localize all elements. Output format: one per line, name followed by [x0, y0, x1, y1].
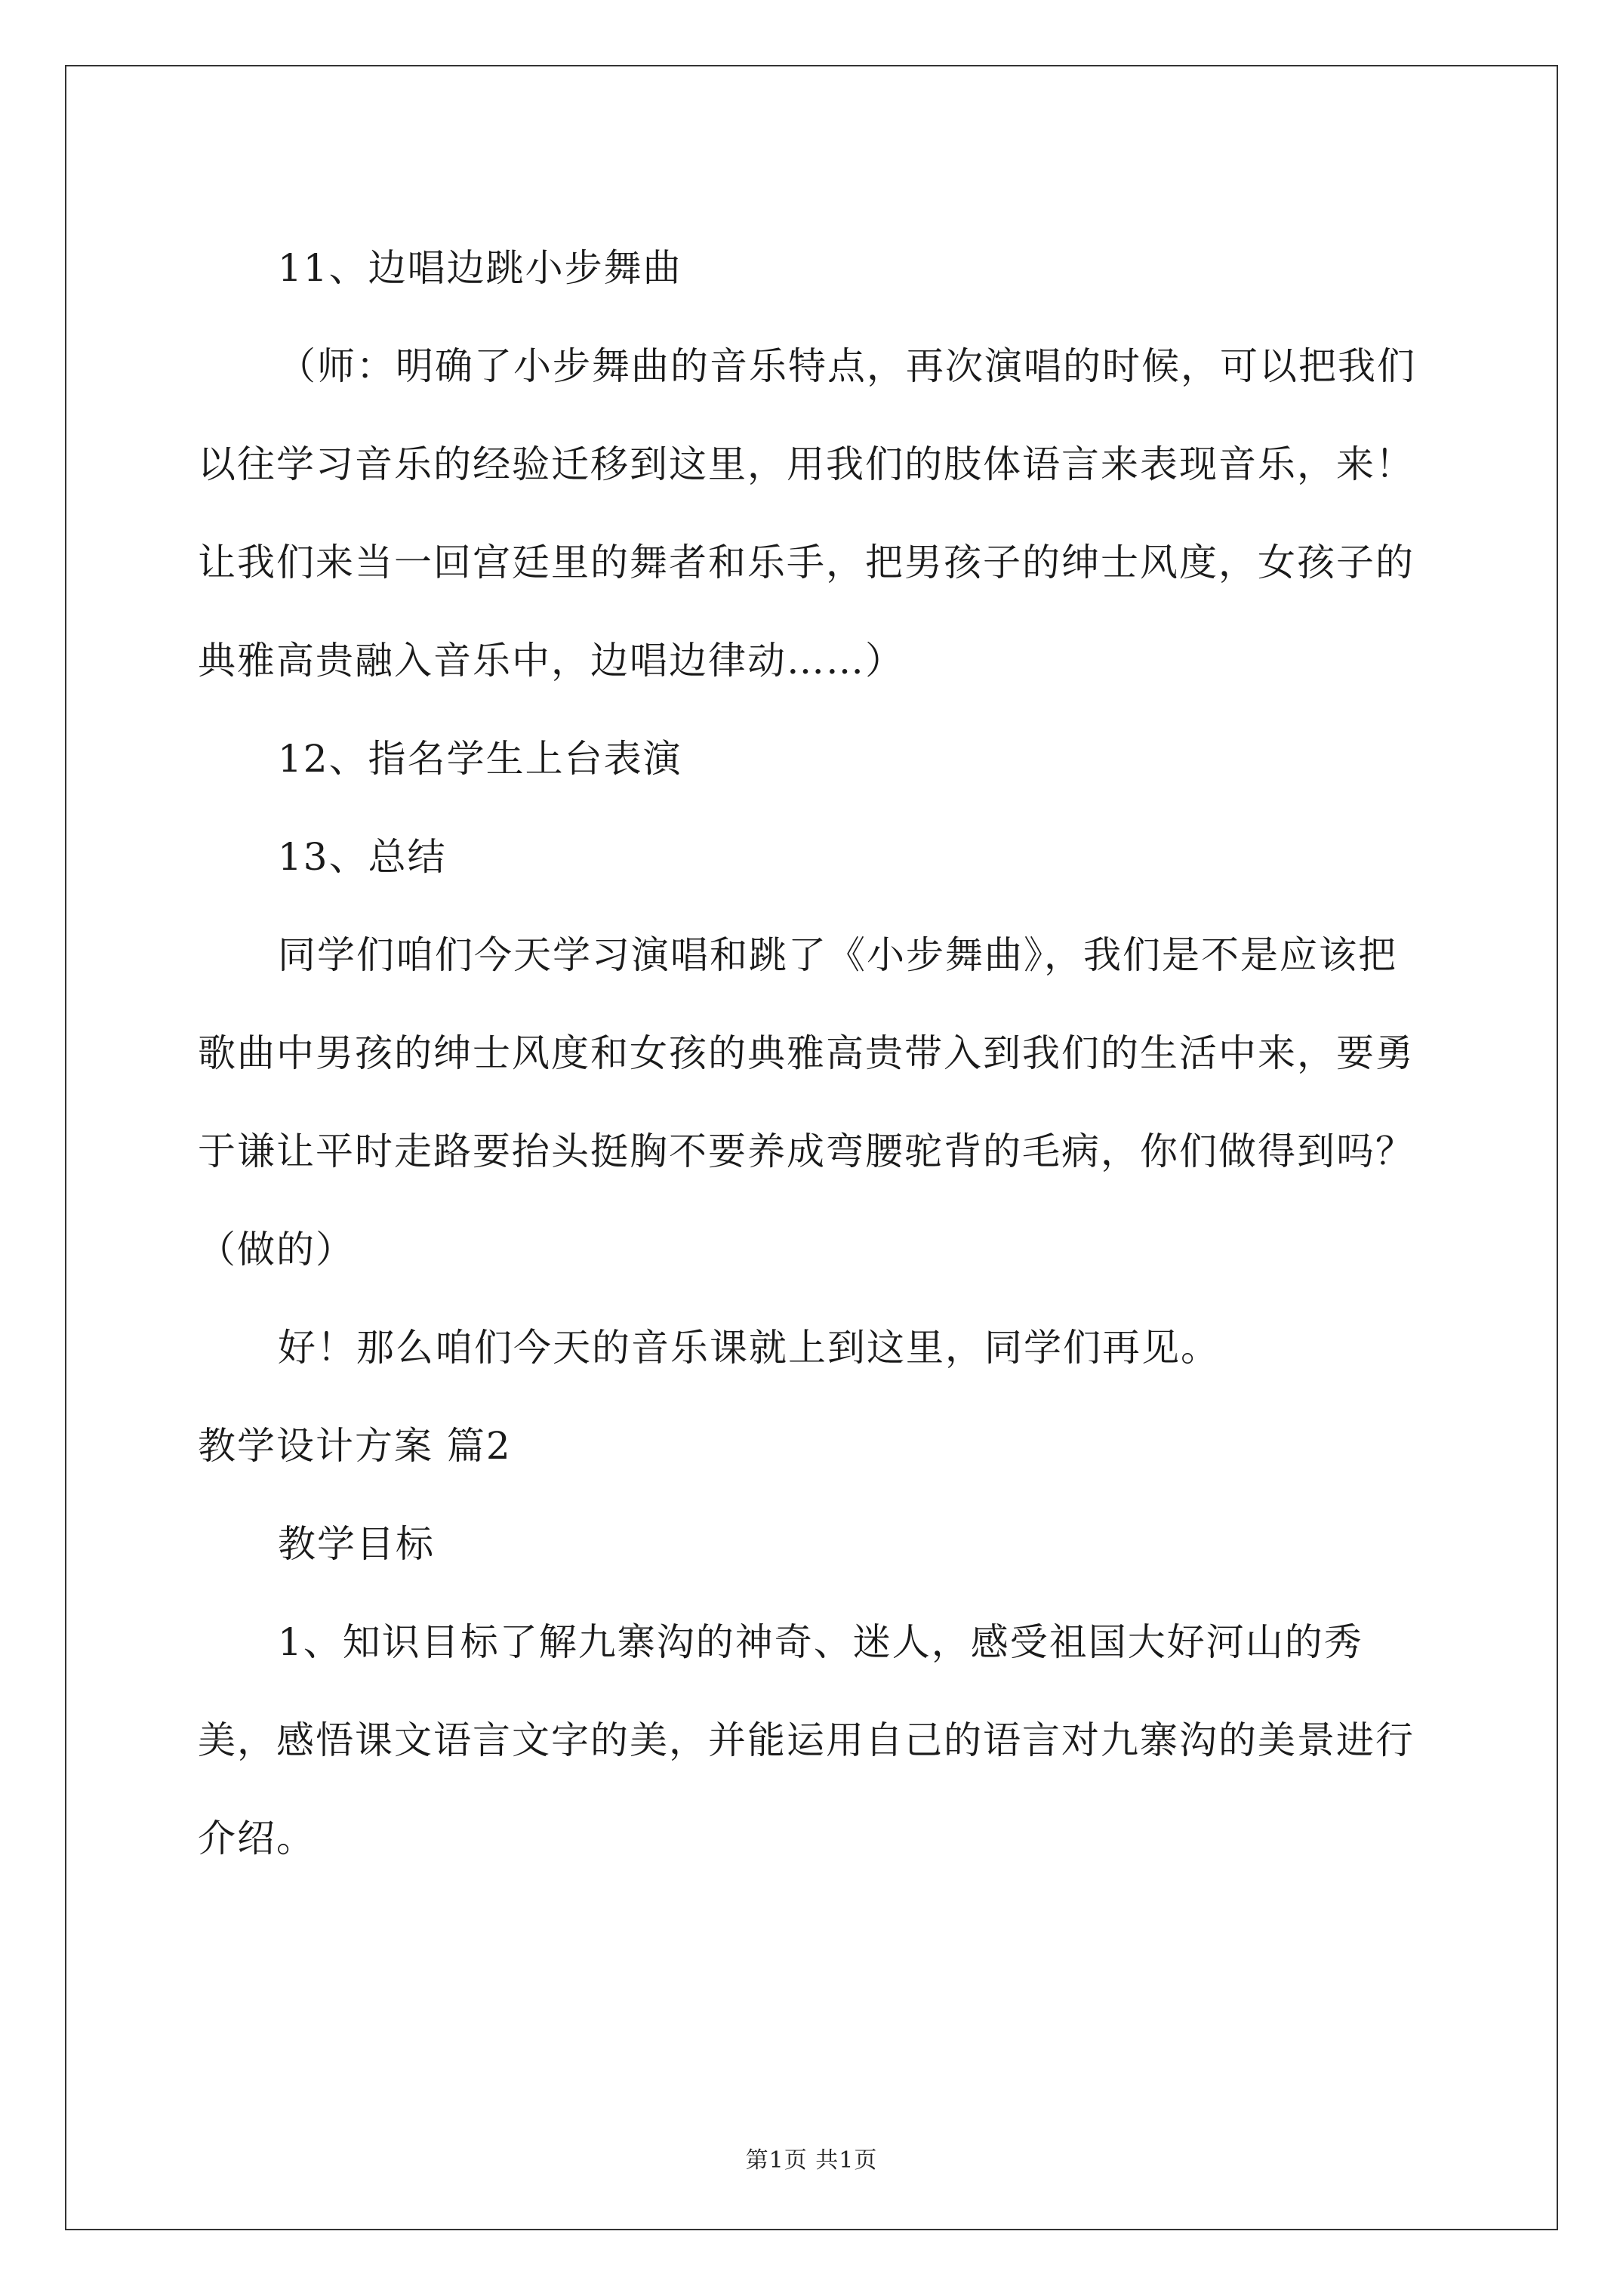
- paragraph-step-12: 12、指名学生上台表演: [278, 737, 682, 781]
- paragraph-knowledge-goal: 1、知识目标了解九寨沟的神奇、迷人，感受祖国大好河山的秀美，感悟课文语言文字的美，并能运用自己的语言对九寨沟的美景进行介绍。: [198, 1620, 1415, 1860]
- paragraph-step-13: 13、总结: [278, 835, 447, 879]
- document-body: [198, 219, 1436, 1888]
- section-heading: 教学设计方案 篇2: [198, 1424, 512, 1468]
- subheading-teaching-goals: 教学目标: [278, 1522, 435, 1566]
- paragraph-teacher-note: （师：明确了小步舞曲的音乐特点，再次演唱的时候，可以把我们以往学习音乐的经验迁移到这里，用我们的肢体语言来表现音乐，来！让我们来当一回宫廷里的舞者和乐手，把男孩子的绅士风度，女孩子的典雅高贵融入音乐中，边唱边律动……）: [198, 344, 1416, 683]
- paragraph-summary: 同学们咱们今天学习演唱和跳了《小步舞曲》，我们是不是应该把歌曲中男孩的绅士风度和女孩的典雅高贵带入到我们的生活中来，要勇于谦让平时走路要抬头挺胸不要养成弯腰驼背的毛病，你们做得到吗？（做的）: [198, 933, 1415, 1271]
- page-footer: 第1页 共1页: [745, 2147, 878, 2174]
- paragraph-closing: 好！那么咱们今天的音乐课就上到这里，同学们再见。: [278, 1326, 1220, 1370]
- paragraph-step-11: 11、边唱边跳小步舞曲: [278, 246, 682, 290]
